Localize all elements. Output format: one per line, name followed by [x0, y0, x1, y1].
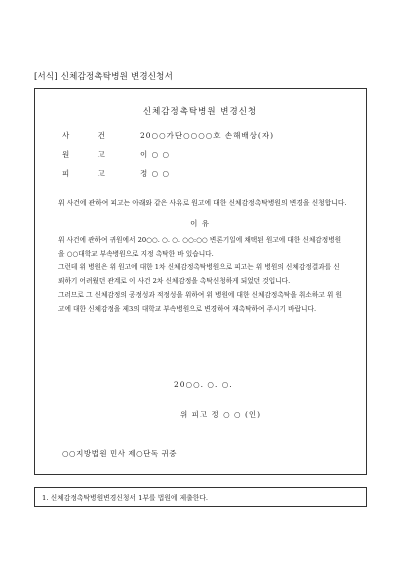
form-label: [서식] 신체감정촉탁병원 변경신청서 [34, 72, 174, 82]
reason-paragraph-2: 그런데 위 병원은 위 원고에 대한 1차 신체감정촉탁병원으로 피고는 위 병원의 신체감정결과를 신뢰하기 어려웠던 관계로 이 사건 2차 신체감정을 촉탁신청하게 되었던 것입니다. [58, 263, 340, 286]
reason-paragraph-1: 위 사건에 관하여 귀원에서 20○○. ○. ○. ○○:○○ 변론기일에 채택된 원고에 대한 신체감정병원을 ○○대학교 부속병원으로 지정 촉탁한 바 있습니다. [58, 236, 342, 258]
reason-heading: 이 유 [190, 219, 210, 228]
case-value: 20○○가단○○○○호 손해배상(자) [140, 131, 275, 140]
defendant-label: 피 고 [62, 169, 118, 178]
document-title: 신체감정촉탁병원 변경신청 [142, 107, 258, 117]
intro-text: 위 사건에 관하여 피고는 아래와 같은 사유로 원고에 대한 신체감정촉탁병원의 변경을 신청합니다. [58, 199, 347, 207]
note-text: 1. 신체감정촉탁병원변경신청서 1부를 법원에 제출한다. [42, 494, 209, 502]
plaintiff-label: 원 고 [62, 150, 118, 159]
case-row [62, 130, 274, 141]
defendant-value: 정 ○ ○ [140, 169, 171, 178]
plaintiff-row [62, 149, 170, 160]
reason-paragraph-3: 그러므로 그 신체감정의 공정성과 적정성을 위하여 위 병원에 대한 신체감정촉탁을 취소하고 위 원고에 대한 신체감정을 제3의 대학교 부속병원으로 변경하여 재촉탁하여 주시기 바랍니다. [58, 290, 342, 313]
defendant-row [62, 168, 170, 179]
court-recipient: ○○지방법원 민사 제○단독 귀중 [62, 449, 177, 458]
case-label: 사 건 [62, 131, 118, 140]
plaintiff-value: 이 ○ ○ [140, 150, 171, 159]
reason-body [58, 234, 343, 316]
signer-line: 위 피고 정 ○ ○ (인) [180, 410, 262, 419]
filing-date: 20○○. ○. ○. [174, 380, 233, 389]
